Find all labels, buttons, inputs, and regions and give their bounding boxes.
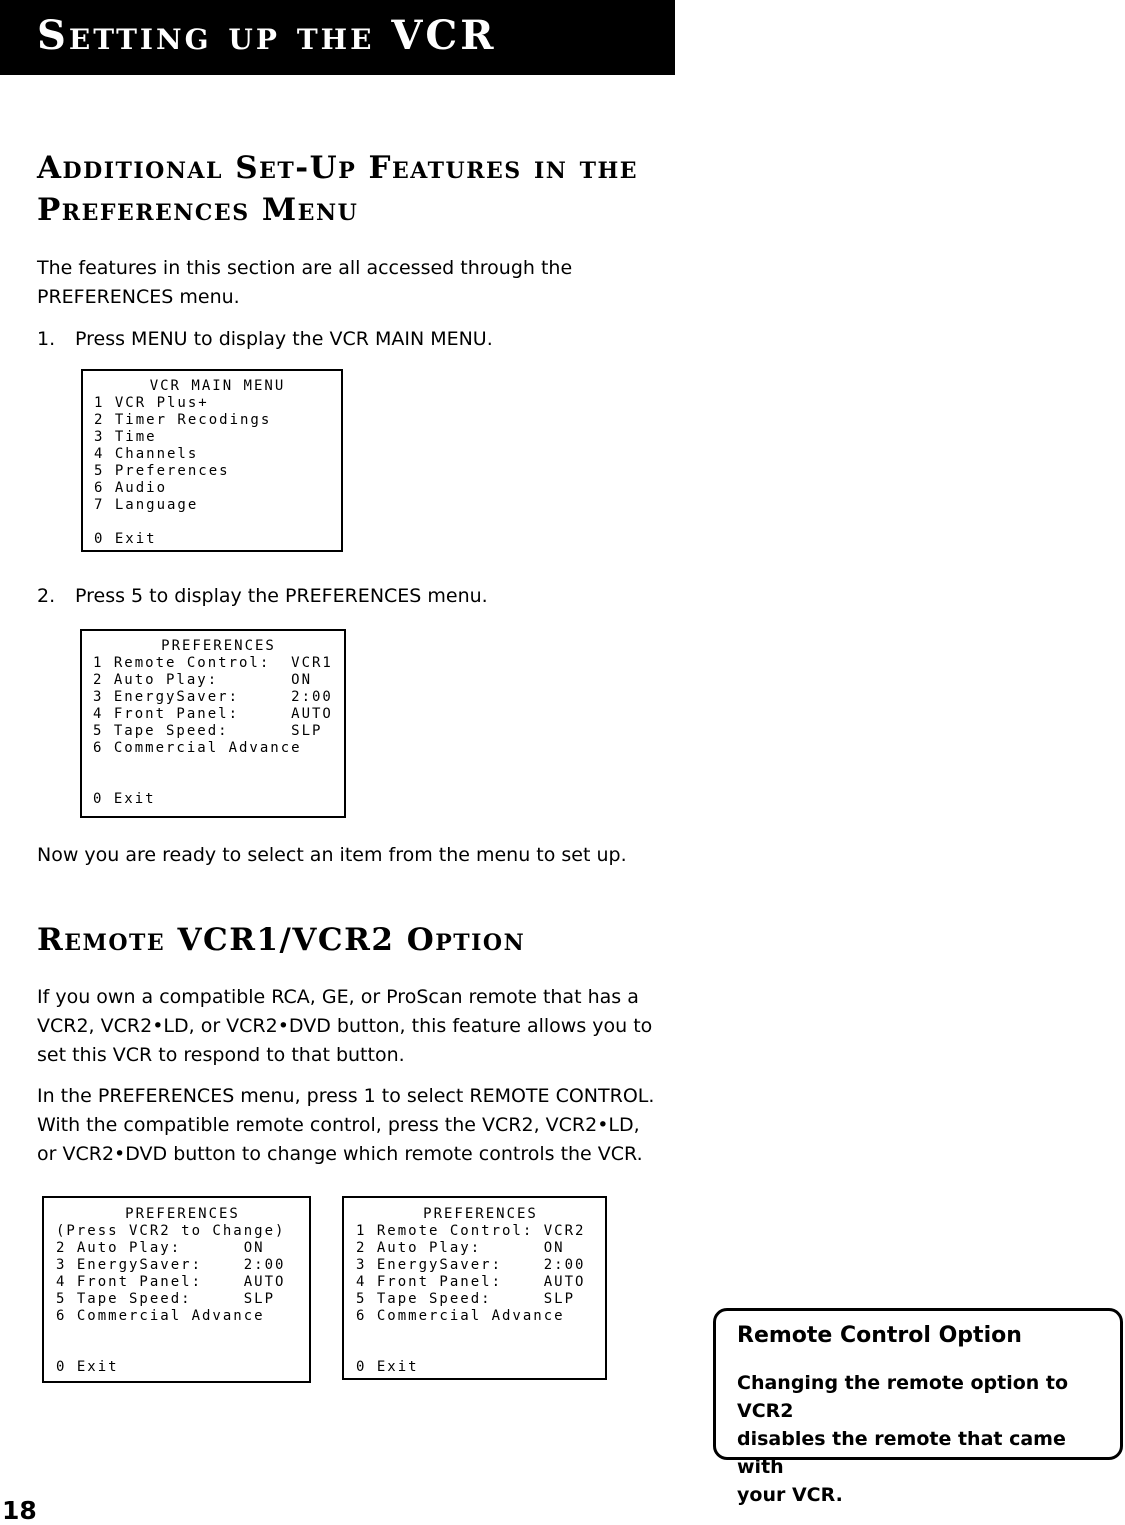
section-heading-line1: Additional Set-Up Features in the [37, 150, 639, 186]
intro-paragraph [37, 254, 677, 312]
step-text: Press MENU to display the VCR MAIN MENU. [75, 328, 493, 350]
menu-line: 2 Auto Play: ON [93, 672, 313, 688]
menu-line: 4 Front Panel: AUTO [56, 1274, 286, 1290]
menu-line [56, 1342, 309, 1359]
osd-title: PREFERENCES [423, 1206, 538, 1222]
preferences-vcr2-screen [342, 1196, 607, 1380]
osd-title: PREFERENCES [125, 1206, 240, 1222]
menu-line: (Press VCR2 to Change) [56, 1223, 286, 1239]
menu-line: 6 Commercial Advance [93, 740, 302, 756]
note-text [737, 1369, 1107, 1509]
outro-paragraph: Now you are ready to select an item from the menu to set up. [37, 844, 627, 866]
menu-line: 5 Preferences [94, 463, 230, 479]
menu-line: 2 Auto Play: ON [356, 1240, 565, 1256]
menu-line [93, 774, 344, 791]
menu-line: 5 Tape Speed: SLP [356, 1291, 576, 1307]
preferences-change-screen [42, 1196, 311, 1383]
menu-line: 1 Remote Control: VCR1 [93, 655, 333, 671]
menu-line: 3 EnergySaver: 2:00 [356, 1257, 586, 1273]
menu-line: 3 Time [94, 429, 157, 445]
menu-line: 6 Commercial Advance [56, 1308, 265, 1324]
menu-line: 1 Remote Control: VCR2 [356, 1223, 586, 1239]
menu-line: 0 Exit [94, 531, 157, 547]
paragraph-line: or VCR2•DVD button to change which remote controls the VCR. [37, 1143, 643, 1165]
menu-line [356, 1342, 605, 1359]
page-title: Setting up the VCR [37, 12, 497, 59]
osd-title: VCR MAIN MENU [149, 378, 286, 394]
paragraph-line: If you own a compatible RCA, GE, or ProScan remote that has a [37, 986, 639, 1008]
menu-line: 3 EnergySaver: 2:00 [93, 689, 333, 705]
menu-line: 6 Commercial Advance [356, 1308, 565, 1324]
header-bar [0, 0, 675, 75]
remote-paragraph-1 [37, 983, 677, 1070]
vcr-main-menu-screen [81, 369, 343, 552]
paragraph-line: VCR2, VCR2•LD, or VCR2•DVD button, this feature allows you to [37, 1015, 653, 1037]
intro-line: PREFERENCES menu. [37, 286, 240, 308]
menu-line: 1 VCR Plus+ [94, 395, 209, 411]
section-heading-remote: Remote VCR1/VCR2 Option [37, 922, 526, 958]
menu-line [56, 1325, 309, 1342]
paragraph-line: With the compatible remote control, press the VCR2, VCR2•LD, [37, 1114, 640, 1136]
note-line: disables the remote that came with [737, 1428, 1066, 1478]
menu-line: 4 Channels [94, 446, 199, 462]
menu-line: 2 Auto Play: ON [56, 1240, 265, 1256]
step-text: Press 5 to display the PREFERENCES menu. [75, 585, 488, 607]
paragraph-line: In the PREFERENCES menu, press 1 to select REMOTE CONTROL. [37, 1085, 655, 1107]
step-number: 2. [37, 585, 56, 607]
menu-line: 5 Tape Speed: SLP [93, 723, 323, 739]
section-heading-line2: Preferences Menu [37, 192, 359, 228]
intro-line: The features in this section are all accessed through the [37, 257, 573, 279]
page-number: 18 [2, 1496, 37, 1525]
note-line: Changing the remote option to VCR2 [737, 1372, 1069, 1422]
menu-line: 0 Exit [93, 791, 156, 807]
menu-line: 0 Exit [56, 1359, 119, 1375]
note-title: Remote Control Option [737, 1323, 1022, 1348]
menu-line: 0 Exit [356, 1359, 419, 1375]
menu-line: 4 Front Panel: AUTO [93, 706, 333, 722]
remote-control-note [713, 1308, 1123, 1506]
menu-line [93, 757, 344, 774]
menu-line: 7 Language [94, 497, 199, 513]
remote-paragraph-2 [37, 1082, 677, 1169]
menu-line: 6 Audio [94, 480, 168, 496]
menu-line: 5 Tape Speed: SLP [56, 1291, 276, 1307]
menu-line: 4 Front Panel: AUTO [356, 1274, 586, 1290]
menu-line: 3 EnergySaver: 2:00 [56, 1257, 286, 1273]
menu-line [94, 514, 341, 531]
preferences-menu-screen [80, 629, 346, 818]
menu-line [356, 1325, 605, 1342]
paragraph-line: set this VCR to respond to that button. [37, 1044, 405, 1066]
osd-title: PREFERENCES [161, 638, 276, 654]
note-line: your VCR. [737, 1484, 843, 1506]
step-number: 1. [37, 328, 56, 350]
menu-line: 2 Timer Recodings [94, 412, 272, 428]
